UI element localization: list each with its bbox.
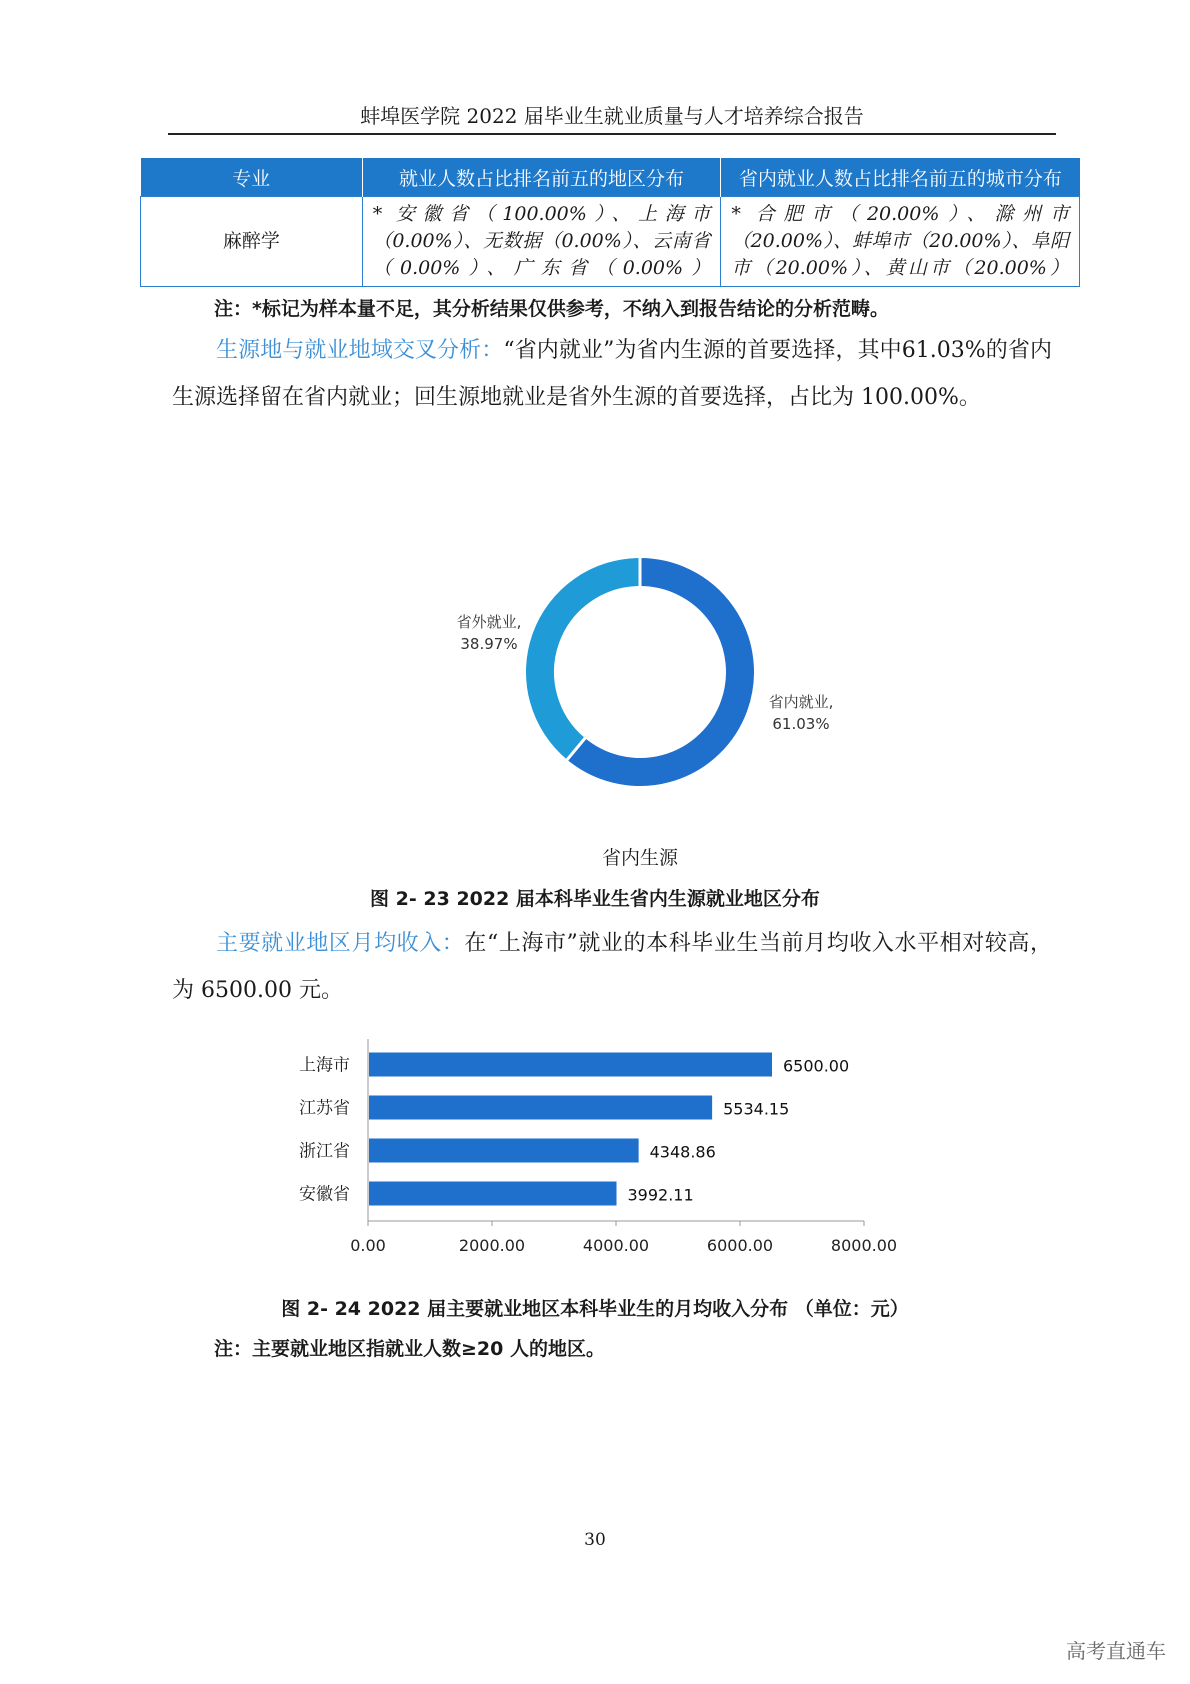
table-note: 注：*标记为样本量不足，其分析结果仅供参考，不纳入到报告结论的分析范畴。: [214, 298, 889, 320]
x-tick-label: 4000.00: [582, 1236, 650, 1255]
bar: [369, 1139, 639, 1163]
income-bar-chart: [280, 1035, 980, 1275]
bar-value-label: 3992.11: [627, 1185, 694, 1205]
header-rule: [168, 133, 1056, 135]
cell-regions: * 安徽省（100.00%）、上海市（0.00%）、无数据（0.00%）、云南省（0.00%）、广东省（0.00%）: [362, 197, 721, 287]
col-header-cities: 省内就业人数占比排名前五的城市分布: [721, 158, 1080, 197]
table-header-row: [141, 158, 1080, 197]
region-distribution-table: [140, 158, 1080, 287]
donut-label-inside: [746, 691, 856, 735]
paragraph-lead: 主要就业地区月均收入：: [216, 931, 465, 956]
table-row: [141, 197, 1080, 287]
donut-chart: [400, 530, 880, 830]
donut-label-outside-value: 38.97%: [460, 635, 518, 653]
cell-cities: * 合肥市（20.00%）、滁州市（20.00%）、蚌埠市（20.00%）、阜阳市（20.00%）、黄山市（20.00%）: [721, 197, 1080, 287]
paragraph-cross-analysis: [172, 327, 1052, 421]
bar: [369, 1182, 617, 1206]
paragraph-income: [172, 920, 1052, 1014]
income-note: 注：主要就业地区指就业人数≥20 人的地区。: [214, 1338, 605, 1360]
cell-major: 麻醉学: [141, 197, 363, 287]
donut-label-outside: [434, 611, 544, 655]
watermark: 高考直通车: [1066, 1639, 1166, 1663]
page-header: 蚌埠医学院 2022 届毕业生就业质量与人才培养综合报告: [360, 104, 864, 128]
bar-value-label: 5534.15: [723, 1099, 790, 1119]
bar-value-label: 4348.86: [649, 1142, 716, 1162]
col-header-regions: 就业人数占比排名前五的地区分布: [362, 158, 721, 197]
x-tick-label: 0.00: [350, 1236, 386, 1255]
page-number: 30: [584, 1530, 606, 1550]
donut-slice-0: [576, 572, 740, 772]
category-label: 上海市: [299, 1055, 350, 1076]
col-header-major: 专业: [141, 158, 363, 197]
x-tick-label: 2000.00: [458, 1236, 526, 1255]
category-label: 浙江省: [299, 1141, 350, 1162]
donut-label-outside-name: 省外就业,: [456, 613, 522, 631]
x-tick-label: 8000.00: [830, 1236, 898, 1255]
figure-caption-23: 图 2- 23 2022 届本科毕业生省内生源就业地区分布: [370, 888, 820, 910]
x-tick-label: 6000.00: [706, 1236, 774, 1255]
bar: [369, 1053, 772, 1077]
bar: [369, 1096, 712, 1120]
bar-value-label: 6500.00: [783, 1056, 850, 1076]
donut-label-inside-name: 省内就业,: [768, 693, 834, 711]
figure-caption-24: 图 2- 24 2022 届主要就业地区本科毕业生的月均收入分布 （单位：元）: [281, 1298, 909, 1320]
donut-slice-1: [540, 572, 640, 749]
category-label: 江苏省: [299, 1098, 350, 1119]
paragraph-lead: 生源地与就业地域交叉分析：: [216, 338, 504, 363]
paragraph-text: 在“上海市”就业的本科毕业生当前月均收入水平相对较高，为 6500.00 元。: [172, 931, 1052, 1003]
donut-label-inside-value: 61.03%: [772, 715, 830, 733]
donut-chart-title: 省内生源: [601, 847, 678, 869]
category-label: 安徽省: [299, 1184, 350, 1205]
paragraph-text: “省内就业”为省内生源的首要选择，其中61.03%的省内生源选择留在省内就业；回生源地就业是省外生源的首要选择，占比为 100.00%。: [172, 338, 1052, 410]
